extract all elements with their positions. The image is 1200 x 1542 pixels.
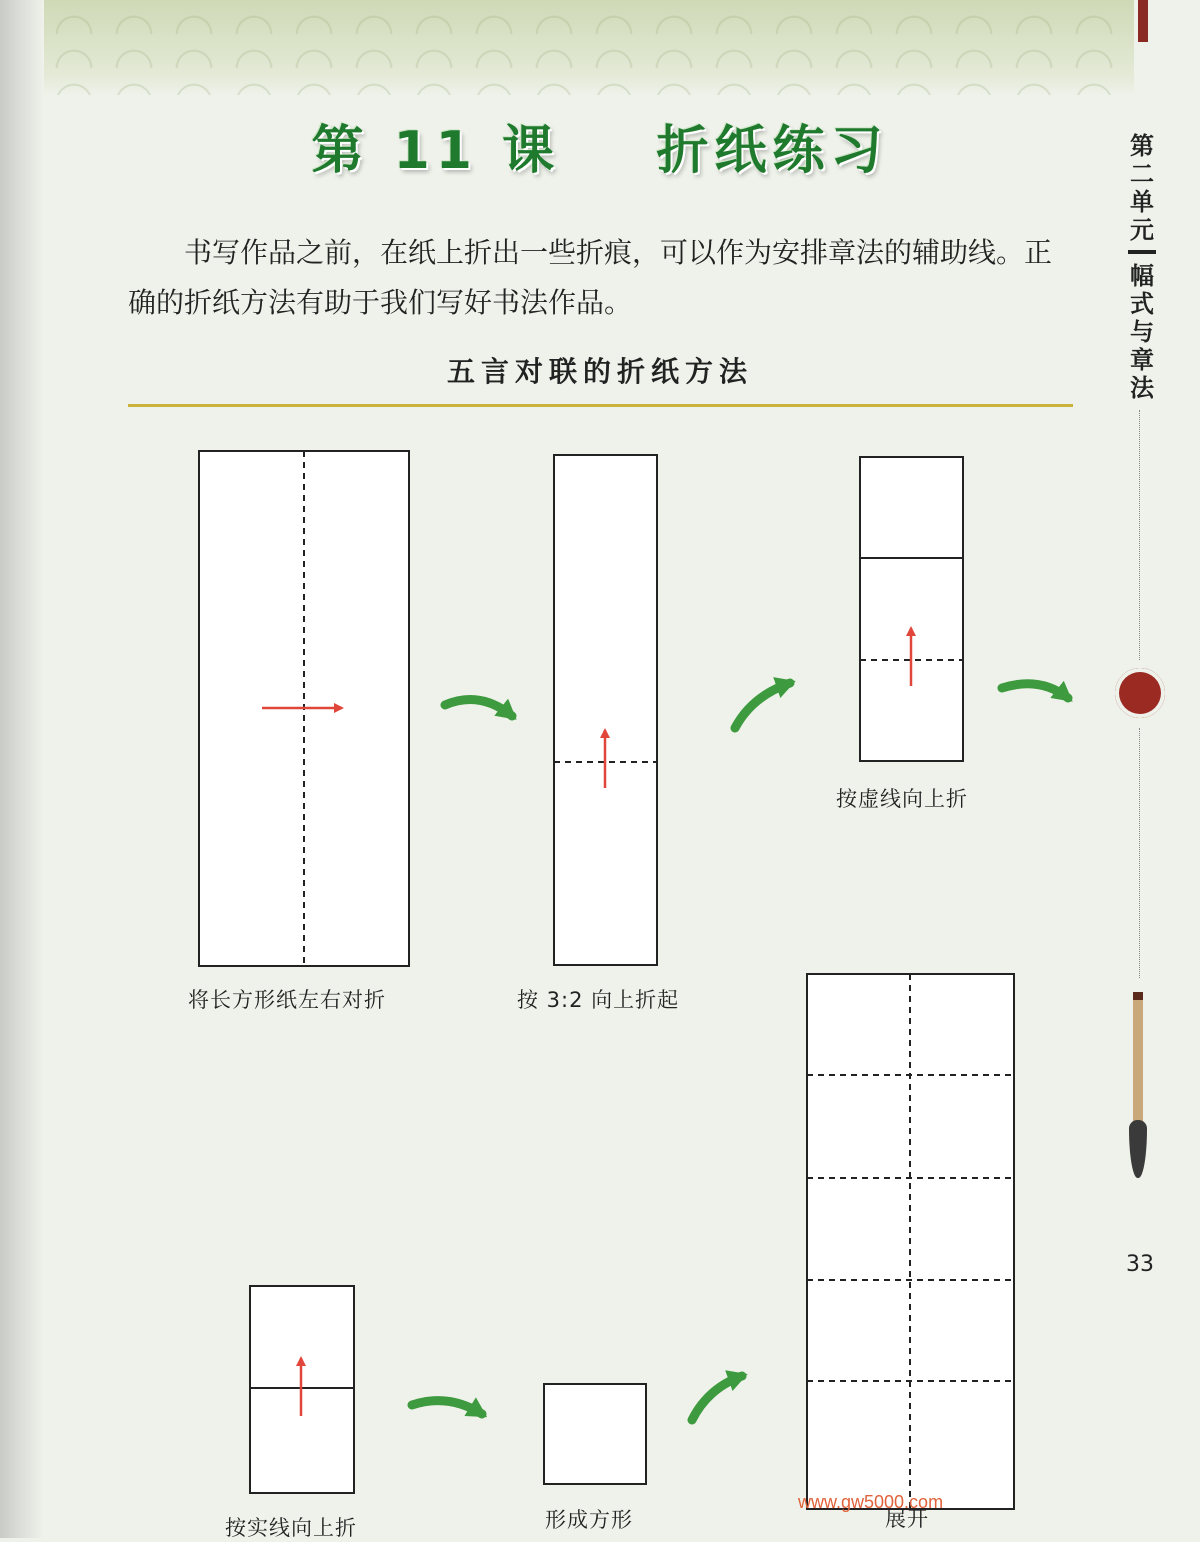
step2-paper	[554, 455, 657, 965]
step5-caption: 形成方形	[545, 1508, 633, 1532]
step6-unfolded-paper	[807, 974, 1014, 1509]
lesson-title: 第 11 课 折纸练习	[311, 121, 889, 181]
step1-caption: 将长方形纸左右对折	[188, 988, 386, 1012]
flow-arrow-2	[735, 683, 790, 728]
step3-caption: 按虚线向上折	[836, 787, 968, 811]
step2-caption: 按 3:2 向上折起	[517, 988, 680, 1012]
intro-paragraph: 书写作品之前，在纸上折出一些折痕，可以作为安排章法的辅助线。正确的折纸方法有助于我们写好书法作品。	[128, 236, 1053, 319]
unit-name: 第二单元	[1130, 132, 1154, 244]
flow-arrow-4	[412, 1401, 482, 1414]
flow-arrow-3	[1002, 684, 1068, 698]
step1-paper	[199, 451, 409, 966]
step4-paper	[250, 1286, 354, 1493]
flow-arrow-1	[445, 700, 512, 716]
unit-topic: 幅式与章法	[1130, 262, 1154, 402]
section-heading: 五言对联的折纸方法	[446, 355, 753, 388]
step5-square	[544, 1384, 646, 1484]
flow-arrow-5	[692, 1376, 742, 1420]
page-number: 33	[1126, 1252, 1154, 1277]
watermark-text: www.gw5000.com	[798, 1492, 944, 1512]
step6-caption: 展开	[885, 1507, 929, 1531]
step3-paper	[860, 457, 963, 761]
step4-caption: 按实线向上折	[225, 1516, 357, 1540]
